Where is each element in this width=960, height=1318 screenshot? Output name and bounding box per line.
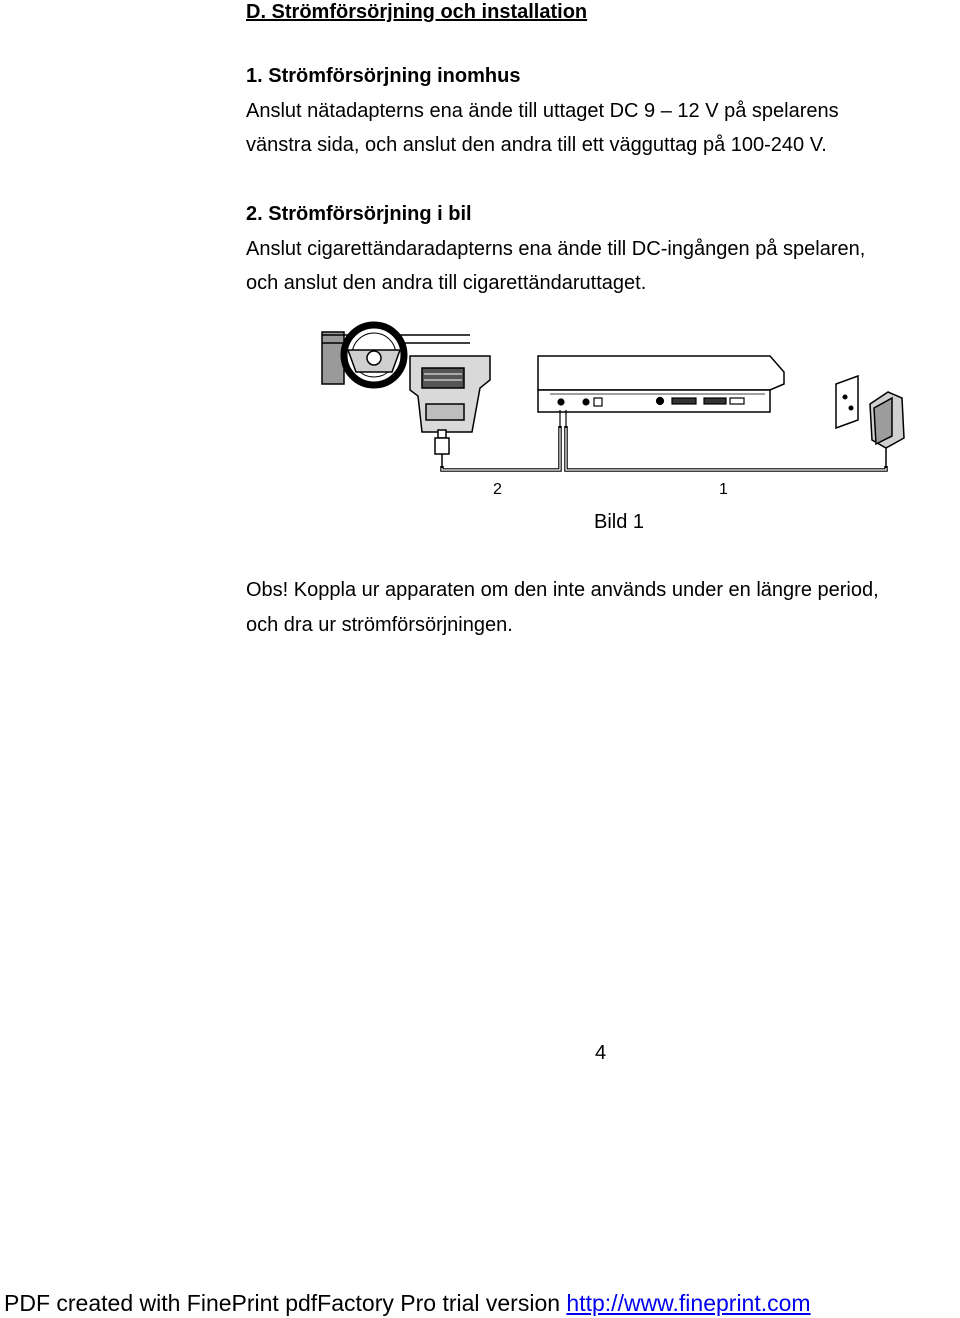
page-number: 4	[595, 1042, 607, 1064]
note-line-1: Obs! Koppla ur apparaten om den inte används under en längre period,	[246, 579, 879, 601]
footer-link[interactable]: http://www.fineprint.com	[566, 1290, 811, 1316]
dvd-player-illustration	[538, 356, 784, 426]
note-line-2: och dra ur strömförsörjningen.	[246, 614, 513, 636]
page-heading: D. Strömförsörjning och installation	[246, 1, 588, 23]
figure-label-car: 2	[493, 481, 502, 498]
connection-cables	[442, 426, 886, 470]
footer-text: PDF created with FinePrint pdfFactory Pro trial version	[4, 1290, 567, 1316]
footer-banner	[4, 1289, 811, 1317]
car-dashboard-illustration	[322, 325, 490, 468]
wall-adapter-illustration	[836, 376, 904, 468]
section2-line-2: och anslut den andra till cigarettändaruttaget.	[246, 272, 647, 294]
figure-caption: Bild 1	[594, 511, 645, 533]
section2-title: 2. Strömförsörjning i bil	[246, 203, 472, 225]
section1-title: 1. Strömförsörjning inomhus	[246, 65, 521, 87]
figure-label-wall: 1	[719, 481, 728, 498]
section1-line-2: vänstra sida, och anslut den andra till ett vägguttag på 100-240 V.	[246, 134, 827, 156]
section1-line-1: Anslut nätadapterns ena ände till uttaget DC 9 – 12 V på spelarens	[246, 100, 839, 122]
section2-line-1: Anslut cigarettändaradapterns ena ände till DC-ingången på spelaren,	[246, 238, 866, 260]
